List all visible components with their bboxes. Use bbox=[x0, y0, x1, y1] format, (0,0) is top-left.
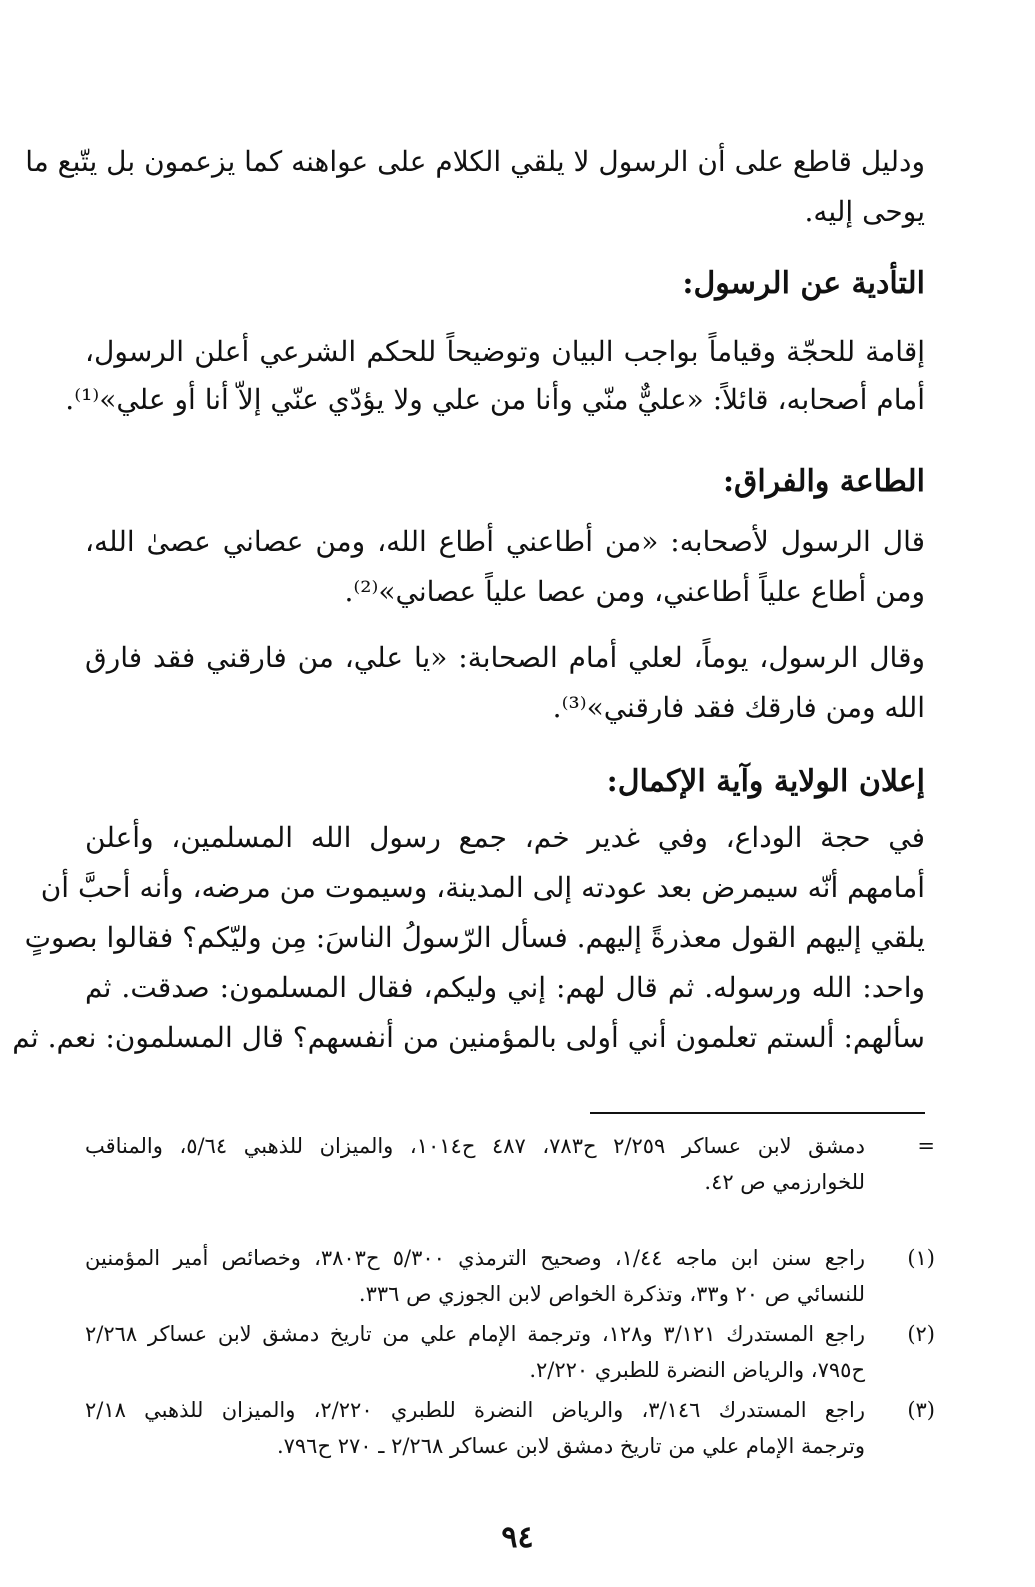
paragraph-line: أمامهم أنّه سيمرض بعد عودته إلى المدينة، وسيموت من مرضه، وأنه أحبَّ أن bbox=[40, 871, 925, 904]
paragraph-line: الله ومن فارقك فقد فارقني»⁽³⁾. bbox=[552, 691, 925, 724]
paragraph-line: يلقي إليهم القول معذرةً إليهم. فسأل الرّسولُ الناسَ: مِن وليّكم؟ فقالوا بصوتٍ bbox=[24, 921, 925, 954]
paragraph-line: يوحى إليه. bbox=[804, 195, 925, 228]
paragraph-line: إقامة للحجّة وقياماً بواجب البيان وتوضيحاً للحكم الشرعي أعلن الرسول، bbox=[85, 335, 925, 368]
paragraph-line: واحد: الله ورسوله. ثم قال لهم: إني وليكم، فقال المسلمون: صدقت. ثم bbox=[85, 971, 925, 1004]
paragraph-line: سألهم: ألستم تعلمون أني أولى بالمؤمنين من أنفسهم؟ قال المسلمون: نعم. ثم bbox=[12, 1021, 925, 1054]
section-heading: إعلان الولاية وآية الإكمال: bbox=[606, 764, 925, 799]
section-heading: التأدية عن الرسول: bbox=[682, 266, 925, 301]
footnote-marker: (٣) bbox=[907, 1398, 935, 1422]
paragraph-line: وقال الرسول، يوماً، لعلي أمام الصحابة: «يا علي، من فارقني فقد فارق bbox=[85, 641, 925, 674]
paragraph-line: ومن أطاع علياً أطاعني، ومن عصا علياً عصاني»⁽²⁾. bbox=[344, 575, 925, 608]
paragraph-line: ودليل قاطع على أن الرسول لا يلقي الكلام على عواهنه كما يزعمون بل يتّبع ما bbox=[25, 145, 925, 178]
footnote-line: راجع المستدرك ٣/١٤٦، والرياض النضرة للطبري ٢/٢٢٠، والميزان للذهبي ٢/١٨ bbox=[85, 1398, 865, 1422]
footnote-separator bbox=[590, 1112, 925, 1114]
footnote-marker: (٢) bbox=[907, 1322, 935, 1346]
footnote-marker: (١) bbox=[907, 1246, 935, 1270]
footnote-line: راجع المستدرك ٣/١٢١ و١٢٨، وترجمة الإمام علي من تاريخ دمشق لابن عساكر ٢/٢٦٨ bbox=[85, 1322, 865, 1346]
paragraph-line: أمام أصحابه، قائلاً: «عليٌّ منّي وأنا من علي ولا يؤدّي عنّي إلاّ أنا أو علي»⁽¹⁾. bbox=[65, 383, 925, 416]
footnote-continued-marker: = bbox=[917, 1134, 935, 1158]
footnote-line: راجع سنن ابن ماجه ١/٤٤، وصحيح الترمذي ٥/٣٠٠ ح٣٨٠٣، وخصائص أمير المؤمنين bbox=[85, 1246, 865, 1270]
footnote-line: للنسائي ص ٢٠ و٣٣، وتذكرة الخواص لابن الجوزي ص ٣٣٦. bbox=[358, 1282, 865, 1306]
paragraph-line: في حجة الوداع، وفي غدير خم، جمع رسول الله المسلمين، وأعلن bbox=[85, 821, 925, 854]
footnote-line: للخوارزمي ص ٤٢. bbox=[704, 1170, 865, 1194]
footnote-line: وترجمة الإمام علي من تاريخ دمشق لابن عساكر ٢/٢٦٨ ـ ٢٧٠ ح٧٩٦. bbox=[276, 1434, 865, 1458]
footnote-line: دمشق لابن عساكر ٢/٢٥٩ ح٧٨٣، ٤٨٧ ح١٠١٤، والميزان للذهبي ٥/٦٤، والمناقب bbox=[85, 1134, 865, 1158]
paragraph-line: قال الرسول لأصحابه: «من أطاعني أطاع الله، ومن عصاني عصىٰ الله، bbox=[85, 525, 925, 558]
footnote-line: ح٧٩٥، والرياض النضرة للطبري ٢/٢٢٠. bbox=[529, 1358, 865, 1382]
section-heading: الطاعة والفراق: bbox=[722, 464, 925, 499]
page-number: ٩٤ bbox=[501, 1520, 534, 1555]
